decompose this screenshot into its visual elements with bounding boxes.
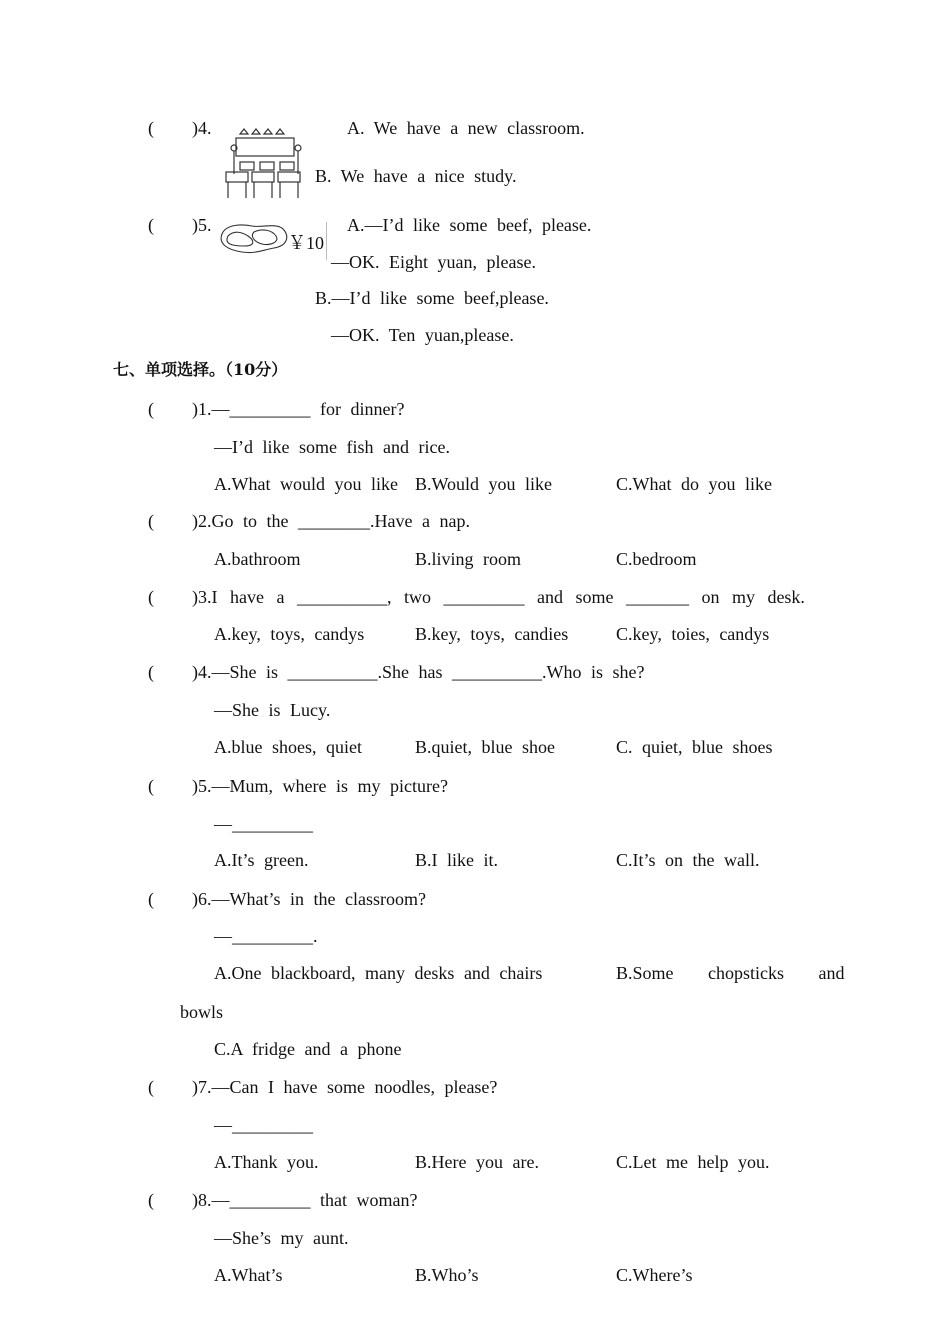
question-stem: )6.—What’s in the classroom? [192,889,426,909]
option-c: C.key, toies, candys [616,624,770,644]
option-c: C.bedroom [616,549,697,569]
answer-bracket[interactable]: ( [148,776,154,796]
question-reply: —She is Lucy. [214,700,331,720]
question-reply: —_________. [214,926,318,946]
option-b-continued: bowls [180,1002,224,1022]
question-stem: )1.—_________ for dinner? [192,399,405,419]
option-b: B.Here you are. [415,1152,539,1172]
option-b: B.Who’s [415,1265,479,1285]
option-a-reply: —OK. Eight yuan, please. [331,252,536,272]
option-c: C. quiet, blue shoes [616,737,773,757]
question-stem: )2.Go to the ________.Have a nap. [192,511,470,531]
option-a: A.key, toys, candys [214,624,365,644]
question-stem: )8.—_________ that woman? [192,1190,418,1210]
question-reply: —_________ [214,814,313,834]
question-stem: )7.—Can I have some noodles, please? [192,1077,498,1097]
option-b: B.—I’d like some beef,please. [315,288,549,308]
question-stem: )5.—Mum, where is my picture? [192,776,448,796]
question-number: )4. [192,118,212,138]
answer-bracket[interactable]: ( [148,662,154,682]
answer-bracket[interactable]: ( [148,1077,154,1097]
option-c: C.What do you like [616,474,772,494]
divider [326,222,327,260]
option-a: A.What’s [214,1265,283,1285]
answer-bracket[interactable]: ( [148,1190,154,1210]
answer-bracket[interactable]: ( [148,399,154,419]
option-a: A.bathroom [214,549,301,569]
option-a: A.What would you like [214,474,398,494]
option-b: B.Would you like [415,474,553,494]
option-b: B.Some chopsticks and [616,963,845,983]
question-reply: —I’d like some fish and rice. [214,437,450,457]
beef-picture [218,220,290,256]
option-a: A.—I’d like some beef, please. [347,215,592,235]
option-b: B.living room [415,549,522,569]
option-a: A.It’s green. [214,850,309,870]
answer-bracket[interactable]: ( [148,215,154,235]
option-a: A.One blackboard, many desks and chairs [214,963,543,983]
option-c: C.Where’s [616,1265,693,1285]
option-b: B. We have a nice study. [315,166,517,186]
answer-bracket[interactable]: ( [148,118,154,138]
answer-bracket[interactable]: ( [148,587,154,607]
option-b-reply: —OK. Ten yuan,please. [331,325,514,345]
question-reply: —She’s my aunt. [214,1228,349,1248]
option-b: B.quiet, blue shoe [415,737,555,757]
answer-bracket[interactable]: ( [148,889,154,909]
section-title: 七、单项选择。（10分） [113,360,288,379]
option-b: B.I like it. [415,850,498,870]
answer-bracket[interactable]: ( [148,511,154,531]
option-a: A.blue shoes, quiet [214,737,362,757]
option-a: A. We have a new classroom. [347,118,585,138]
price-label: ￥10 [288,233,324,253]
classroom-picture [222,124,302,202]
option-c: C.A fridge and a phone [214,1039,402,1059]
question-stem: )4.—She is __________.She has __________.Who is she? [192,662,645,682]
question-reply: —_________ [214,1115,313,1135]
option-b: B.key, toys, candies [415,624,569,644]
option-c: C.Let me help you. [616,1152,770,1172]
question-stem: )3.I have a __________, two _________ and some _______ on my desk. [192,587,805,607]
question-number: )5. [192,215,212,235]
option-a: A.Thank you. [214,1152,319,1172]
option-c: C.It’s on the wall. [616,850,760,870]
